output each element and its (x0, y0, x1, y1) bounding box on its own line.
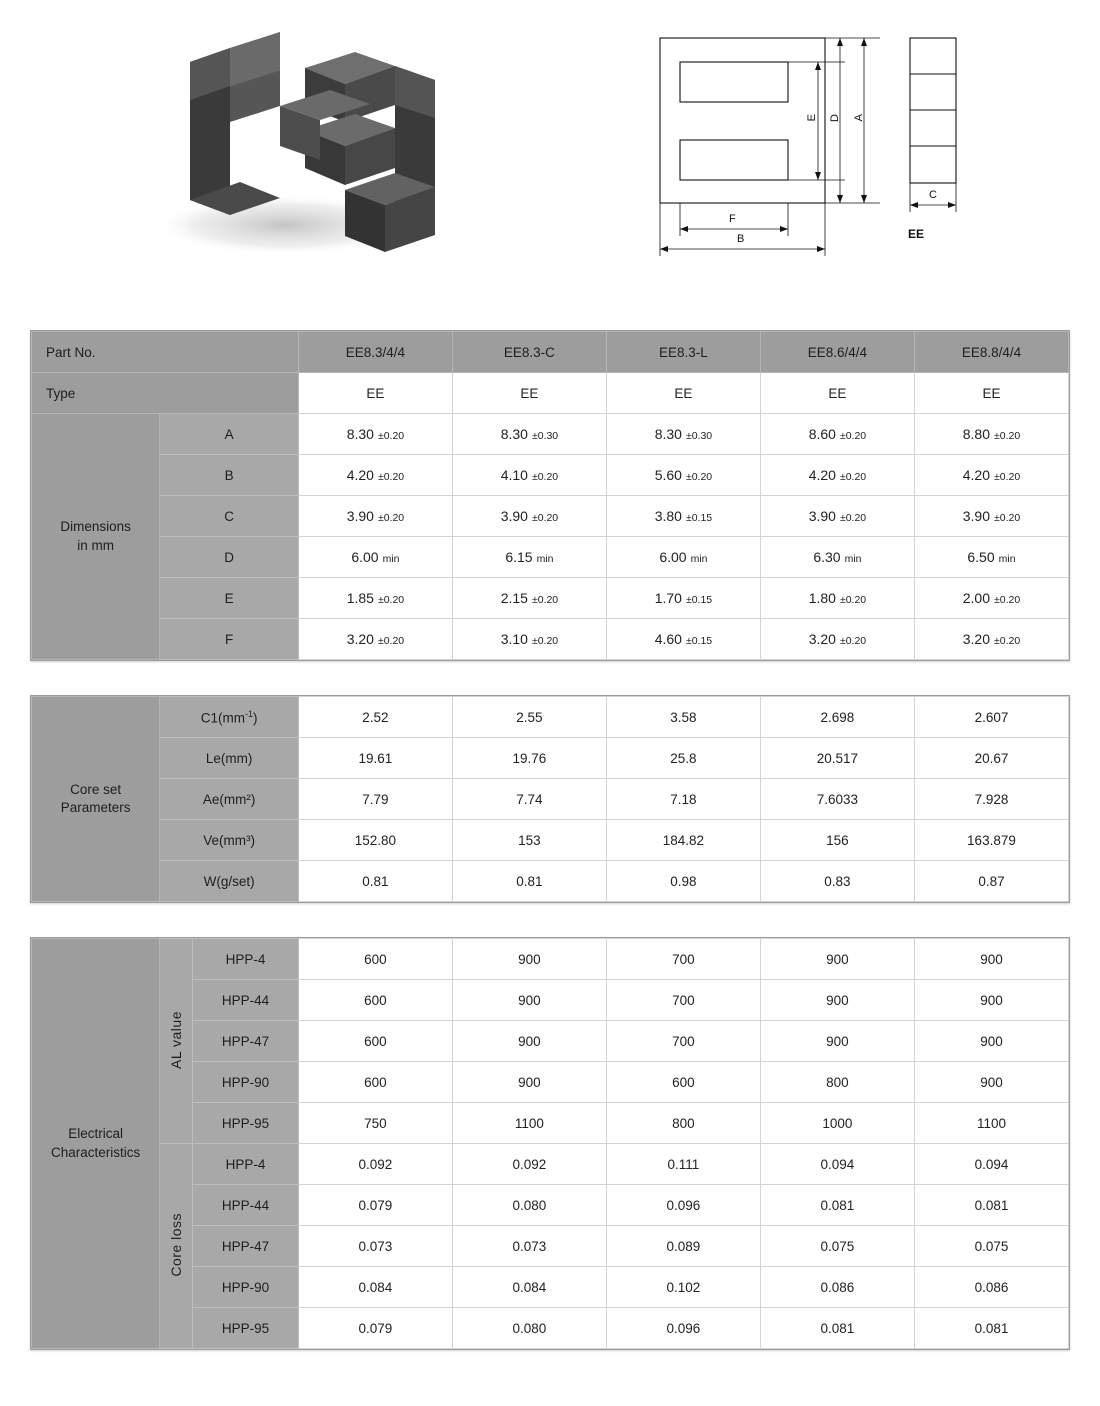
loss-3-4: 0.086 (914, 1267, 1068, 1308)
drawing-label-b: B (737, 233, 745, 245)
dim-row-label-f: F (160, 619, 299, 660)
drawing-label-e: E (806, 114, 818, 122)
table-row-partno (32, 332, 1069, 373)
core-ae-2: 7.18 (606, 779, 760, 820)
al-1-3: 900 (760, 980, 914, 1021)
loss-1-3: 0.081 (760, 1185, 914, 1226)
type-value-2: EE (606, 373, 760, 414)
electrical-table (31, 938, 1069, 1349)
dim-e-1: 2.15 ±0.20 (452, 578, 606, 619)
al-3-0: 600 (298, 1062, 452, 1103)
core-row-label-le: Le(mm) (160, 738, 299, 779)
core-le-3: 20.517 (760, 738, 914, 779)
dim-c-4: 3.90 ±0.20 (914, 496, 1068, 537)
drawing-label-f: F (729, 213, 736, 225)
spacer-2 (0, 903, 1100, 937)
table-row-loss-hpp4 (32, 1144, 1069, 1185)
row-type-label: Type (32, 373, 299, 414)
loss-3-3: 0.086 (760, 1267, 914, 1308)
loss-0-3: 0.094 (760, 1144, 914, 1185)
core-set-table-card (30, 695, 1070, 903)
core-ae-4: 7.928 (914, 779, 1068, 820)
loss-4-2: 0.096 (606, 1308, 760, 1349)
loss-row-label-4: HPP-95 (193, 1308, 299, 1349)
dim-c-1: 3.90 ±0.20 (452, 496, 606, 537)
loss-2-1: 0.073 (452, 1226, 606, 1267)
dimensions-block-label (32, 414, 160, 660)
al-4-2: 800 (606, 1103, 760, 1144)
loss-4-1: 0.080 (452, 1308, 606, 1349)
drawing-label-c: C (929, 189, 937, 201)
al-2-0: 600 (298, 1021, 452, 1062)
al-0-4: 900 (914, 939, 1068, 980)
dim-c-2: 3.80 ±0.15 (606, 496, 760, 537)
header-part-0: EE8.3/4/4 (298, 332, 452, 373)
loss-1-1: 0.080 (452, 1185, 606, 1226)
dim-c-3: 3.90 ±0.20 (760, 496, 914, 537)
dim-e-2: 1.70 ±0.15 (606, 578, 760, 619)
dimensions-block-label-line1: Dimensions (60, 519, 131, 535)
core-w-3: 0.83 (760, 861, 914, 902)
loss-0-0: 0.092 (298, 1144, 452, 1185)
dim-d-3: 6.30 min (760, 537, 914, 578)
al-2-4: 900 (914, 1021, 1068, 1062)
dim-d-4: 6.50 min (914, 537, 1068, 578)
core-ve-1: 153 (452, 820, 606, 861)
core-c1-2: 3.58 (606, 697, 760, 738)
table-row-a (32, 414, 1069, 455)
core-le-2: 25.8 (606, 738, 760, 779)
table-row-c1 (32, 697, 1069, 738)
dim-b-4: 4.20 ±0.20 (914, 455, 1068, 496)
dim-a-0: 8.30 ±0.20 (298, 414, 452, 455)
dim-f-1: 3.10 ±0.20 (452, 619, 606, 660)
dim-e-0: 1.85 ±0.20 (298, 578, 452, 619)
dim-row-label-d: D (160, 537, 299, 578)
al-1-4: 900 (914, 980, 1068, 1021)
core-w-1: 0.81 (452, 861, 606, 902)
core-c1-3: 2.698 (760, 697, 914, 738)
al-3-4: 900 (914, 1062, 1068, 1103)
core-le-0: 19.61 (298, 738, 452, 779)
dim-d-0: 6.00 min (298, 537, 452, 578)
dim-f-2: 4.60 ±0.15 (606, 619, 760, 660)
type-value-1: EE (452, 373, 606, 414)
dim-f-4: 3.20 ±0.20 (914, 619, 1068, 660)
al-3-3: 800 (760, 1062, 914, 1103)
core-c1-0: 2.52 (298, 697, 452, 738)
loss-0-2: 0.111 (606, 1144, 760, 1185)
al-row-label-2: HPP-47 (193, 1021, 299, 1062)
al-3-1: 900 (452, 1062, 606, 1103)
table-row-al-hpp4 (32, 939, 1069, 980)
dim-b-0: 4.20 ±0.20 (298, 455, 452, 496)
dim-f-0: 3.20 ±0.20 (298, 619, 452, 660)
loss-2-4: 0.075 (914, 1226, 1068, 1267)
al-4-4: 1100 (914, 1103, 1068, 1144)
header-part-4: EE8.8/4/4 (914, 332, 1068, 373)
loss-3-0: 0.084 (298, 1267, 452, 1308)
loss-row-label-0: HPP-4 (193, 1144, 299, 1185)
dimensions-table (31, 331, 1069, 660)
loss-row-label-2: HPP-47 (193, 1226, 299, 1267)
loss-2-2: 0.089 (606, 1226, 760, 1267)
core-row-label-ve: Ve(mm³) (160, 820, 299, 861)
core-set-block-label-line1: Core set (70, 781, 122, 797)
dim-b-2: 5.60 ±0.20 (606, 455, 760, 496)
electrical-block-label (32, 939, 160, 1349)
table-row-c (32, 496, 1069, 537)
loss-3-2: 0.102 (606, 1267, 760, 1308)
group-label-core-loss: Core loss (160, 1144, 193, 1349)
core-w-2: 0.98 (606, 861, 760, 902)
loss-4-0: 0.079 (298, 1308, 452, 1349)
dim-d-2: 6.00 min (606, 537, 760, 578)
core-w-4: 0.87 (914, 861, 1068, 902)
technical-drawing (640, 20, 1080, 260)
loss-4-4: 0.081 (914, 1308, 1068, 1349)
core-row-label-w: W(g/set) (160, 861, 299, 902)
dimensions-block-label-line2: in mm (77, 537, 115, 553)
table-row-f (32, 619, 1069, 660)
drawing-label-d: D (829, 114, 841, 122)
loss-1-4: 0.081 (914, 1185, 1068, 1226)
spacer-1 (0, 661, 1100, 695)
header-partno-label: Part No. (32, 332, 299, 373)
dim-a-1: 8.30 ±0.30 (452, 414, 606, 455)
al-row-label-3: HPP-90 (193, 1062, 299, 1103)
core-le-1: 19.76 (452, 738, 606, 779)
loss-row-label-3: HPP-90 (193, 1267, 299, 1308)
loss-1-2: 0.096 (606, 1185, 760, 1226)
dim-row-label-c: C (160, 496, 299, 537)
core-ve-4: 163.879 (914, 820, 1068, 861)
loss-2-0: 0.073 (298, 1226, 452, 1267)
core-row-label-ae: Ae(mm²) (160, 779, 299, 820)
drawing-caption: EE (908, 227, 925, 241)
al-2-2: 700 (606, 1021, 760, 1062)
core-c1-4: 2.607 (914, 697, 1068, 738)
dimensions-table-card (30, 330, 1070, 661)
core-c1-1: 2.55 (452, 697, 606, 738)
core-ve-3: 156 (760, 820, 914, 861)
header-part-3: EE8.6/4/4 (760, 332, 914, 373)
al-1-0: 600 (298, 980, 452, 1021)
loss-row-label-1: HPP-44 (193, 1185, 299, 1226)
al-2-3: 900 (760, 1021, 914, 1062)
header-part-1: EE8.3-C (452, 332, 606, 373)
ferrite-core-photo (130, 10, 460, 270)
al-4-3: 1000 (760, 1103, 914, 1144)
type-value-0: EE (298, 373, 452, 414)
core-le-4: 20.67 (914, 738, 1068, 779)
loss-3-1: 0.084 (452, 1267, 606, 1308)
al-1-1: 900 (452, 980, 606, 1021)
table-row-w (32, 861, 1069, 902)
table-row-type (32, 373, 1069, 414)
al-row-label-0: HPP-4 (193, 939, 299, 980)
dim-a-4: 8.80 ±0.20 (914, 414, 1068, 455)
dim-f-3: 3.20 ±0.20 (760, 619, 914, 660)
core-ve-0: 152.80 (298, 820, 452, 861)
dim-b-1: 4.10 ±0.20 (452, 455, 606, 496)
core-ae-1: 7.74 (452, 779, 606, 820)
core-set-block-label (32, 697, 160, 902)
al-4-1: 1100 (452, 1103, 606, 1144)
dim-a-3: 8.60 ±0.20 (760, 414, 914, 455)
header-part-2: EE8.3-L (606, 332, 760, 373)
loss-0-1: 0.092 (452, 1144, 606, 1185)
dim-c-0: 3.90 ±0.20 (298, 496, 452, 537)
illustration-area (0, 0, 1100, 330)
al-1-2: 700 (606, 980, 760, 1021)
al-3-2: 600 (606, 1062, 760, 1103)
electrical-block-label-line1: Electrical (68, 1126, 124, 1142)
core-set-table (31, 696, 1069, 902)
loss-0-4: 0.094 (914, 1144, 1068, 1185)
dim-row-label-b: B (160, 455, 299, 496)
group-label-al-value: AL value (160, 939, 193, 1144)
loss-4-3: 0.081 (760, 1308, 914, 1349)
core-ae-0: 7.79 (298, 779, 452, 820)
core-ae-3: 7.6033 (760, 779, 914, 820)
core-w-0: 0.81 (298, 861, 452, 902)
drawing-label-a: A (853, 114, 865, 122)
loss-1-0: 0.079 (298, 1185, 452, 1226)
table-row-le (32, 738, 1069, 779)
al-row-label-1: HPP-44 (193, 980, 299, 1021)
table-row-ae (32, 779, 1069, 820)
al-0-2: 700 (606, 939, 760, 980)
table-row-d (32, 537, 1069, 578)
al-2-1: 900 (452, 1021, 606, 1062)
type-value-3: EE (760, 373, 914, 414)
dim-e-4: 2.00 ±0.20 (914, 578, 1068, 619)
al-0-3: 900 (760, 939, 914, 980)
table-row-e (32, 578, 1069, 619)
type-value-4: EE (914, 373, 1068, 414)
dim-d-1: 6.15 min (452, 537, 606, 578)
dim-a-2: 8.30 ±0.30 (606, 414, 760, 455)
dim-row-label-a: A (160, 414, 299, 455)
table-row-b (32, 455, 1069, 496)
core-ve-2: 184.82 (606, 820, 760, 861)
dim-row-label-e: E (160, 578, 299, 619)
electrical-table-card (30, 937, 1070, 1350)
loss-2-3: 0.075 (760, 1226, 914, 1267)
core-set-block-label-line2: Parameters (60, 800, 131, 815)
table-row-ve (32, 820, 1069, 861)
al-4-0: 750 (298, 1103, 452, 1144)
dim-b-3: 4.20 ±0.20 (760, 455, 914, 496)
dim-e-3: 1.80 ±0.20 (760, 578, 914, 619)
electrical-block-label-line2: Characteristics (51, 1144, 141, 1160)
core-row-label-c1: $C1(mm^{-1})$ (160, 697, 299, 738)
al-0-0: 600 (298, 939, 452, 980)
al-0-1: 900 (452, 939, 606, 980)
al-row-label-4: HPP-95 (193, 1103, 299, 1144)
